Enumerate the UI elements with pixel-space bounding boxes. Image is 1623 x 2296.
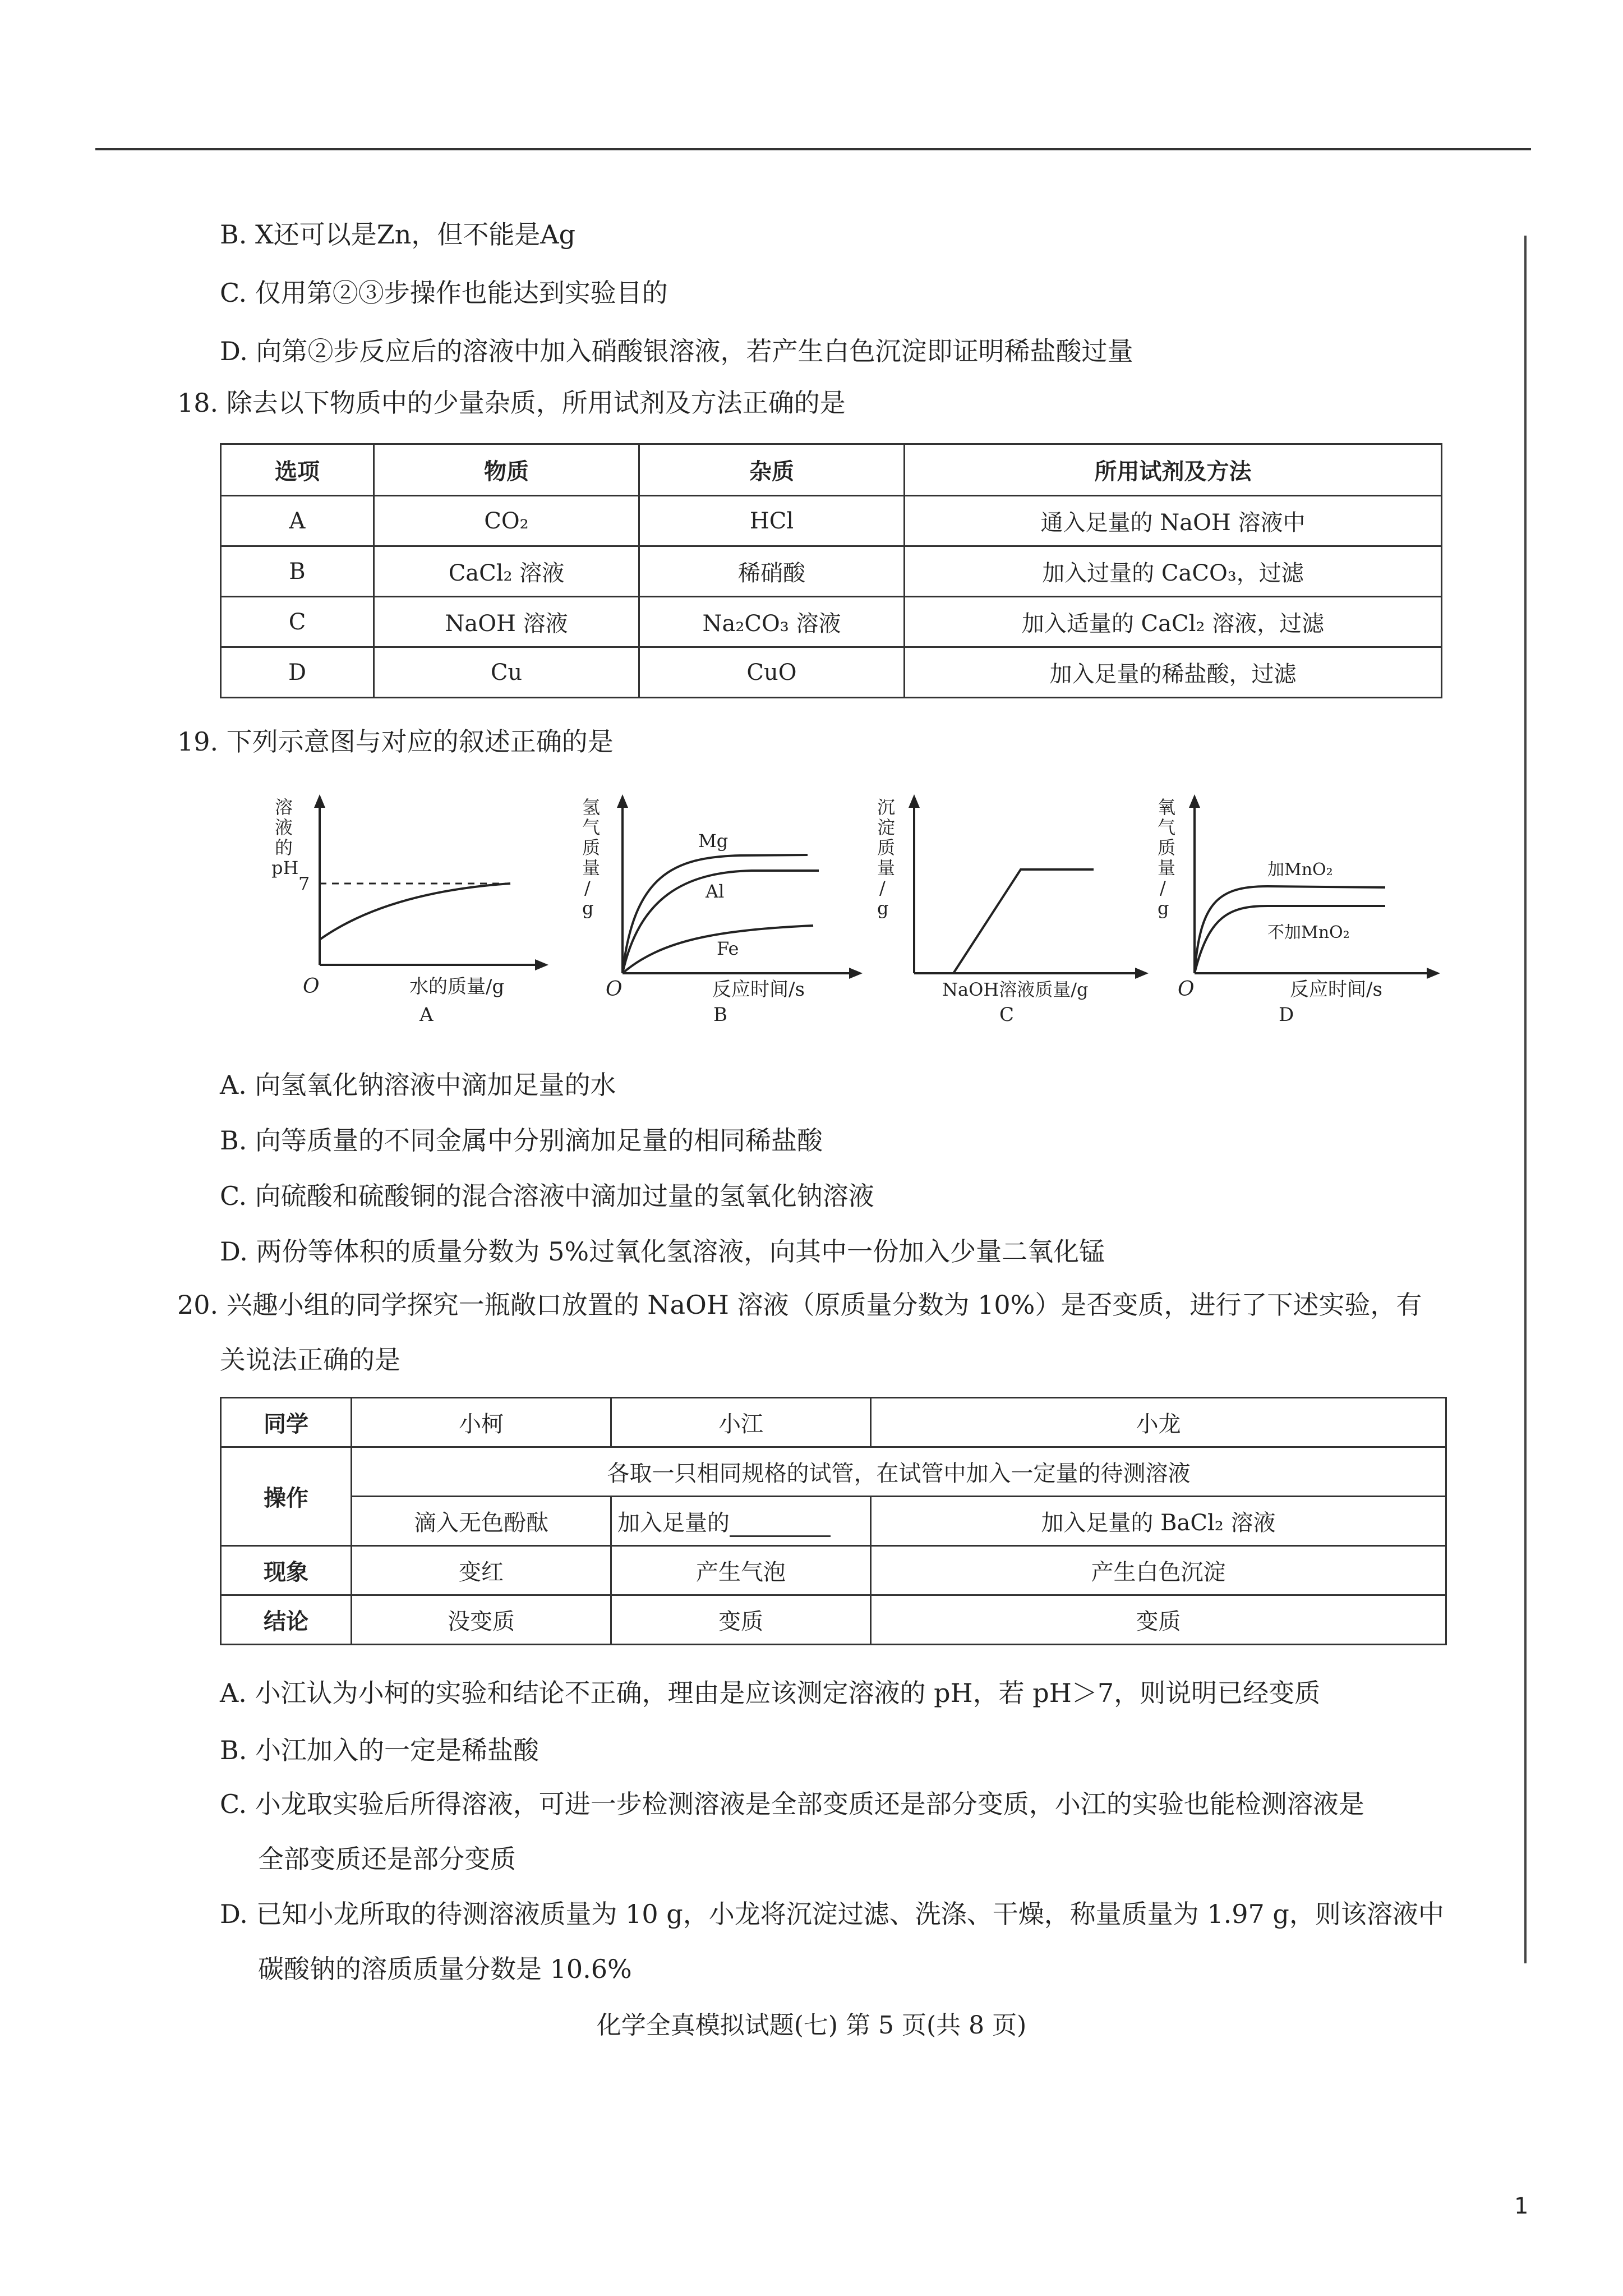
figure-a-ylabel-4: pH [271,857,299,878]
figure-b-origin: O [606,978,623,1001]
q18-header-impurity: 杂质 [639,444,905,496]
figure-a-xlabel: 水的质量/g [409,976,505,998]
figure-a-origin: O [303,975,320,998]
figure-c-ylabel-6: g [877,898,889,919]
table-cell: D [221,647,374,698]
q20-header-phenomenon: 现象 [221,1546,352,1595]
q17-option-d: D. 向第②步反应后的溶液中加入硝酸银溶液，若产生白色沉淀即证明稀盐酸过量 [220,336,1133,366]
q19-option-b: B. 向等质量的不同金属中分别滴加足量的相同稀盐酸 [220,1125,823,1156]
table-cell: CaCl₂ 溶液 [374,546,639,597]
figure-b-ylabel-4: 量 [582,857,601,878]
q18-header-option: 选项 [221,444,374,496]
figure-c-ylabel-5: / [879,877,886,899]
figure-a-y7-label: 7 [298,873,310,894]
q20-phen-3: 产生白色沉淀 [871,1546,1446,1595]
figure-d-ylabel-2: 气 [1158,817,1176,838]
figure-d-ylabel-6: g [1158,898,1169,919]
figure-a-caption: A [419,1004,434,1026]
q20-op-2-cell [611,1497,871,1546]
table-row [221,1595,1446,1645]
figure-d-ylabel-3: 质 [1158,837,1176,858]
figure-b-ylabel-1: 氢 [582,797,601,818]
q20-op-2-blank [730,1515,831,1537]
figure-d-x-arrow [1427,968,1440,979]
figure-c-line [953,869,1094,973]
figure-c-x-arrow [1135,968,1149,979]
table-row [221,1546,1446,1595]
table-cell: Na₂CO₃ 溶液 [639,597,905,647]
figure-d-ylabel-5: / [1160,877,1166,899]
q18-header-substance: 物质 [374,444,639,496]
table-cell: Cu [374,647,639,698]
table-row [221,1398,1446,1447]
figure-a-y-arrow [314,794,325,808]
table-cell: 加入适量的 CaCl₂ 溶液，过滤 [905,597,1442,647]
q20-student-2: 小江 [611,1398,871,1447]
q19-option-a: A. 向氢氧化钠溶液中滴加足量的水 [220,1070,616,1100]
figure-d-xlabel: 反应时间/s [1290,978,1382,1001]
q20-stem-line2: 关说法正确的是 [220,1345,400,1375]
q19-figure-d [1155,791,1447,1038]
q20-stem-line1: 20. 兴趣小组的同学探究一瓶敞口放置的 NaOH 溶液（原质量分数为 10%）是否变质，进行了下述实验，有 [177,1290,1422,1320]
q18-stem: 18. 除去以下物质中的少量杂质，所用试剂及方法正确的是 [177,388,846,418]
q20-option-a: A. 小江认为小柯的实验和结论不正确，理由是应该测定溶液的 pH，若 pH＞7，则说明已经变质 [220,1678,1321,1708]
figure-a-ylabel-2: 液 [275,817,293,838]
q20-option-d-line2: 碳酸钠的溶质质量分数是 10.6% [258,1954,632,1984]
figure-a-ylabel-1: 溶 [275,797,293,818]
q20-option-d-line1: D. 已知小龙所取的待测溶液质量为 10 g，小龙将沉淀过滤、洗涤、干燥，称量质量为 1.97 g，则该溶液中 [220,1899,1444,1929]
q17-option-c: C. 仅用第②③步操作也能达到实验目的 [220,278,668,308]
figure-c-caption: C [999,1004,1015,1026]
table-cell: 稀硝酸 [639,546,905,597]
table-cell: A [221,496,374,546]
q20-student-3: 小龙 [871,1398,1446,1447]
figure-c-ylabel-4: 量 [877,857,896,878]
figure-d-ylabel-1: 氧 [1158,797,1176,818]
figure-b-ylabel-5: / [584,877,591,899]
q18-table [220,443,1442,698]
q19-option-c: C. 向硫酸和硫酸铜的混合溶液中滴加过量的氢氧化钠溶液 [220,1181,874,1211]
q18-table-header [221,444,1442,496]
q20-header-operation: 操作 [221,1447,352,1546]
figure-c-ylabel-3: 质 [877,837,896,858]
figure-d-y-arrow [1189,794,1200,808]
table-cell: HCl [639,496,905,546]
q19-figure-c [875,791,1155,1038]
table-row [221,546,1442,597]
page-footer: 化学全真模拟试题(七) 第 5 页(共 8 页) [596,2011,1027,2040]
q19-figure-b [572,791,869,1038]
q20-op-3: 加入足量的 BaCl₂ 溶液 [871,1497,1446,1546]
table-cell: NaOH 溶液 [374,597,639,647]
table-cell: 加入足量的稀盐酸，过滤 [905,647,1442,698]
q17-option-b: B. X还可以是Zn，但不能是Ag [220,219,576,250]
table-cell: 通入足量的 NaOH 溶液中 [905,496,1442,546]
figure-b-label-fe: Fe [717,938,739,959]
figure-b-y-arrow [617,794,628,808]
figure-c-ylabel-2: 淀 [877,817,896,838]
figure-b-ylabel-6: g [582,898,594,919]
q20-op-common: 各取一只相同规格的试管，在试管中加入一定量的待测溶液 [352,1447,1446,1497]
figure-d-label-without: 不加MnO₂ [1267,923,1350,942]
q20-option-c-line2: 全部变质还是部分变质 [258,1844,516,1874]
figure-a-ylabel-3: 的 [275,837,293,858]
figure-b-xlabel: 反应时间/s [712,978,805,1001]
table-cell: C [221,597,374,647]
q20-option-b: B. 小江加入的一定是稀盐酸 [220,1735,540,1765]
table-row [221,1497,1446,1546]
right-margin-rule [1524,236,1527,1963]
top-rule [95,148,1531,150]
figure-d-origin: O [1178,978,1195,1001]
page-number: 1 [1514,2193,1529,2219]
figure-c-ylabel-1: 沉 [877,797,896,818]
figure-a-x-arrow [535,959,548,970]
table-row [221,1447,1446,1497]
q20-conc-1: 没变质 [352,1595,611,1645]
figure-d-label-with: 加MnO₂ [1267,860,1333,880]
table-row [221,647,1442,698]
q20-student-1: 小柯 [352,1398,611,1447]
q19-stem: 19. 下列示意图与对应的叙述正确的是 [177,726,614,757]
q20-op-2: 加入足量的 [617,1510,730,1536]
table-cell: CuO [639,647,905,698]
q20-header-conclusion: 结论 [221,1595,352,1645]
figure-b-ylabel-3: 质 [582,837,601,858]
figure-a-curve [320,884,510,940]
table-row [221,496,1442,546]
table-cell: 加入过量的 CaCO₃，过滤 [905,546,1442,597]
q20-phen-2: 产生气泡 [611,1546,871,1595]
q20-header-student: 同学 [221,1398,352,1447]
q20-option-c-line1: C. 小龙取实验后所得溶液，可进一步检测溶液是全部变质还是部分变质，小江的实验也能检测溶液是 [220,1789,1364,1819]
figure-b-label-al: Al [706,881,725,902]
q20-conc-2: 变质 [611,1595,871,1645]
figure-c-y-arrow [909,794,920,808]
table-row [221,597,1442,647]
table-cell: CO₂ [374,496,639,546]
q19-figure-a [264,791,555,1038]
figure-b-label-mg: Mg [698,830,728,852]
q20-op-1: 滴入无色酚酞 [352,1497,611,1546]
figure-d-caption: D [1279,1004,1294,1026]
q18-header-method: 所用试剂及方法 [905,444,1442,496]
q20-phen-1: 变红 [352,1546,611,1595]
figure-b-caption: B [713,1004,727,1026]
q20-conc-3: 变质 [871,1595,1446,1645]
q20-table [220,1397,1447,1645]
figure-b-ylabel-2: 气 [582,817,601,838]
figure-b-x-arrow [849,968,863,979]
figure-c-xlabel: NaOH溶液质量/g [942,979,1089,1000]
figure-d-ylabel-4: 量 [1158,857,1176,878]
table-cell: B [221,546,374,597]
q19-option-d: D. 两份等体积的质量分数为 5%过氧化氢溶液，向其中一份加入少量二氧化锰 [220,1236,1105,1267]
